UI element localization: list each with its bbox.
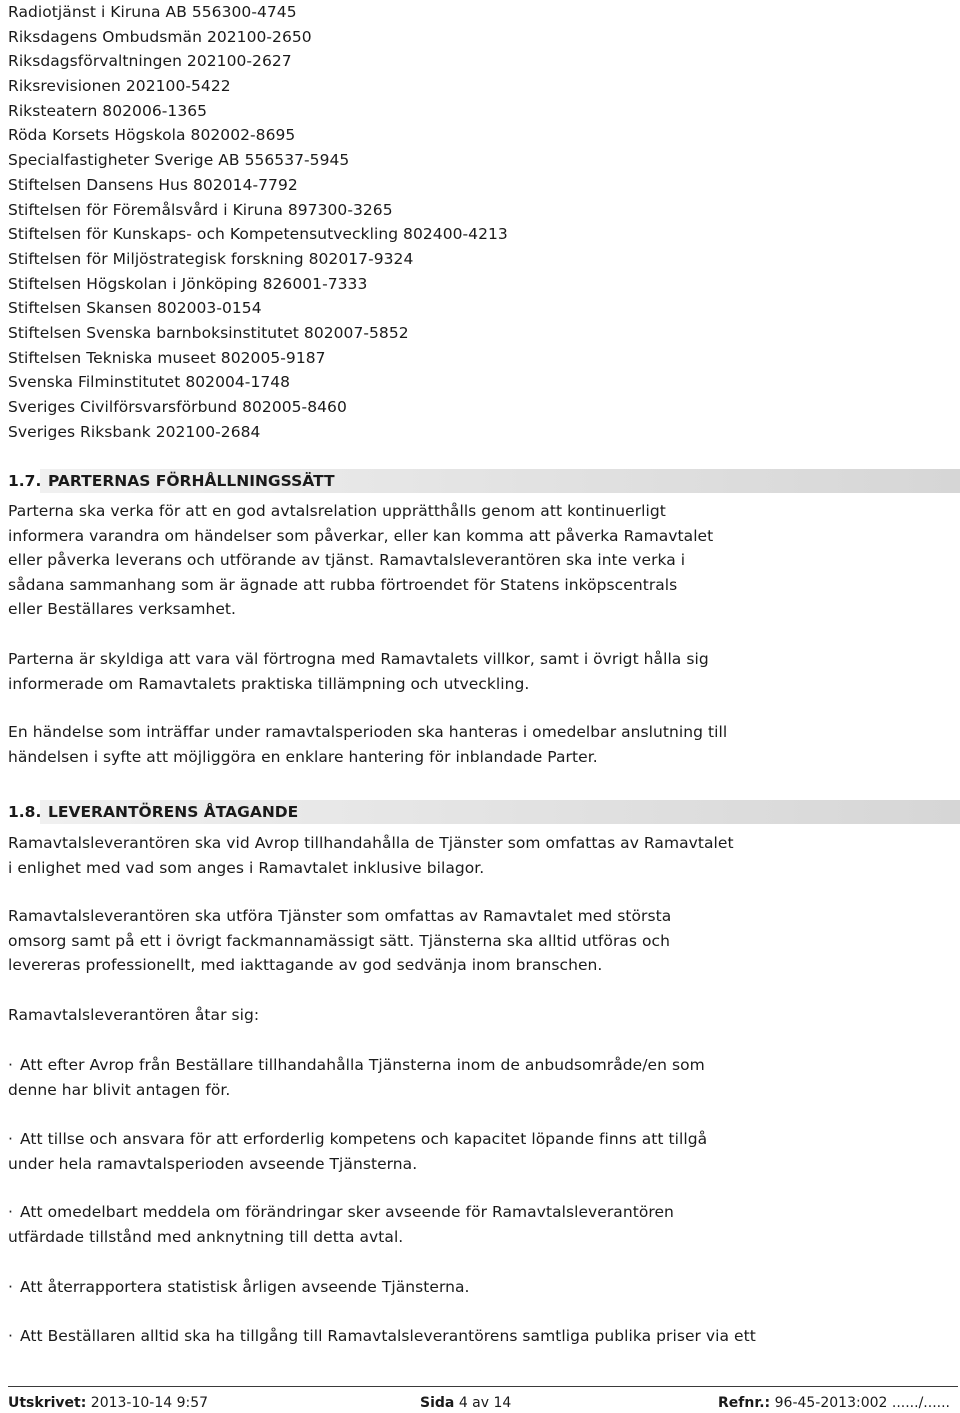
bullet-marker: · [8,1130,13,1148]
text-line: händelsen i syfte att möjliggöra en enklare hantering för inblandade Parter. [8,747,598,766]
section-heading-1-7 [8,469,335,493]
organization-item: Stiftelsen för Kunskaps- och Kompetensutveckling 802400-4213 [8,225,508,244]
organization-item: Riksdagsförvaltningen 202100-2627 [8,52,292,71]
bullet-text: Att efter Avrop från Beställare tillhandahålla Tjänsterna inom de anbudsområde/en som [20,1056,705,1074]
bullet-marker: · [8,1203,13,1221]
text-line [8,1200,808,1225]
text-line: Ramavtalsleverantören åtar sig: [8,1006,260,1024]
footer-ref-label: Refnr.: [718,1395,771,1411]
organization-item: Specialfastigheter Sverige AB 556537-5945 [8,151,350,170]
organization-item: Stiftelsen Högskolan i Jönköping 826001-7333 [8,274,368,293]
text-line: omsorg samt på ett i övrigt fackmannamässigt sätt. Tjänsterna ska alltid utföras och [8,931,670,950]
text-line [8,1127,808,1152]
organization-item: Röda Korsets Högskola 802002-8695 [8,126,296,145]
section-number: 1.7. [8,472,42,490]
bullet-text: Att Beställaren alltid ska ha tillgång till Ramavtalsleverantörens samtliga publika priser via ett [20,1327,756,1345]
footer-page-value: 4 av 14 [458,1395,512,1411]
footer-page-label: Sida [420,1395,455,1411]
footer-printed-date [8,1393,208,1413]
footer-printed-value: 2013-10-14 9:57 [90,1395,209,1411]
organization-item: Riksrevisionen 202100-5422 [8,77,231,96]
text-line [8,1275,808,1300]
section-heading-1-8 [8,800,298,824]
paragraph [8,831,808,880]
bullet-item [8,1127,808,1176]
text-line: Ramavtalsleverantören ska vid Avrop tillhandahålla de Tjänster som omfattas av Ramavtalet [8,834,734,852]
paragraph [8,499,808,622]
text-line: under hela ramavtalsperioden avseende Tjänsterna. [8,1154,418,1173]
text-line [8,1324,808,1349]
organization-item: Stiftelsen Skansen 802003-0154 [8,299,262,318]
section-number: 1.8. [8,803,42,821]
text-line: eller påverka leverans och utförande av tjänst. Ramavtalsleverantören ska inte verka i [8,551,686,569]
bullet-text: Att tillse och ansvara för att erforderlig kompetens och kapacitet löpande finns att tillgå [20,1130,708,1148]
bullet-text: Att omedelbart meddela om förändringar sker avseende för Ramavtalsleverantören [20,1203,674,1221]
footer-reference [718,1393,950,1413]
organization-item: Sveriges Civilförsvarsförbund 802005-8460 [8,398,347,416]
section-title: PARTERNAS FÖRHÅLLNINGSSÄTT [48,472,335,490]
organization-item: Stiftelsen Tekniska museet 802005-9187 [8,348,326,367]
text-line: levereras professionellt, med iakttagande av god sedvänja inom branschen. [8,956,603,974]
text-line [8,1053,808,1078]
text-line: informerade om Ramavtalets praktiska tillämpning och utveckling. [8,674,530,693]
text-line: eller Beställares verksamhet. [8,600,237,618]
text-line: utfärdade tillstånd med anknytning till detta avtal. [8,1227,404,1246]
text-line: informera varandra om händelser som påverkar, eller kan komma att påverka Ramavtalet [8,526,714,545]
organization-item: Stiftelsen Dansens Hus 802014-7792 [8,175,298,194]
bullet-marker: · [8,1056,13,1074]
bullet-marker: · [8,1327,13,1345]
text-line: denne har blivit antagen för. [8,1080,231,1099]
organization-item: Riksteatern 802006-1365 [8,101,208,120]
section-title: LEVERANTÖRENS ÅTAGANDE [48,803,299,821]
bullet-marker: · [8,1278,13,1296]
bullet-item [8,1200,808,1249]
text-line: Ramavtalsleverantören ska utföra Tjänster som omfattas av Ramavtalet med största [8,907,672,925]
footer-page-number [420,1393,511,1413]
organization-list [8,0,508,444]
text-line: i enlighet med vad som anges i Ramavtalet inklusive bilagor. [8,858,485,877]
organization-item: Riksdagens Ombudsmän 202100-2650 [8,27,312,46]
organization-item: Svenska Filminstitutet 802004-1748 [8,373,291,392]
paragraph [8,904,808,978]
footer-ref-value: 96-45-2013:002 ....../...... [774,1395,950,1411]
organization-item: Stiftelsen Svenska barnboksinstitutet 802007-5852 [8,323,409,342]
organization-item: Sveriges Riksbank 202100-2684 [8,422,261,441]
footer-divider [8,1386,958,1387]
paragraph [8,1003,808,1028]
paragraph [8,647,808,696]
footer-printed-label: Utskrivet: [8,1395,87,1411]
text-line: En händelse som inträffar under ramavtalsperioden ska hanteras i omedelbar anslutning till [8,723,728,741]
paragraph [8,720,808,769]
text-line: sådana sammanhang som är ägnade att rubba förtroendet för Statens inköpscentrals [8,575,678,594]
text-line: Parterna ska verka för att en god avtalsrelation upprätthålls genom att kontinuerligt [8,502,666,520]
organization-item: Stiftelsen för Miljöstrategisk forskning 802017-9324 [8,249,414,268]
bullet-text: Att återrapportera statistisk årligen avseende Tjänsterna. [20,1278,470,1296]
bullet-item [8,1324,808,1349]
text-line: Parterna är skyldiga att vara väl förtrogna med Ramavtalets villkor, samt i övrigt hålla sig [8,650,709,668]
bullet-item [8,1053,808,1102]
bullet-item [8,1275,808,1300]
organization-item: Stiftelsen för Föremålsvård i Kiruna 897300-3265 [8,200,393,219]
organization-item: Radiotjänst i Kiruna AB 556300-4745 [8,3,297,21]
